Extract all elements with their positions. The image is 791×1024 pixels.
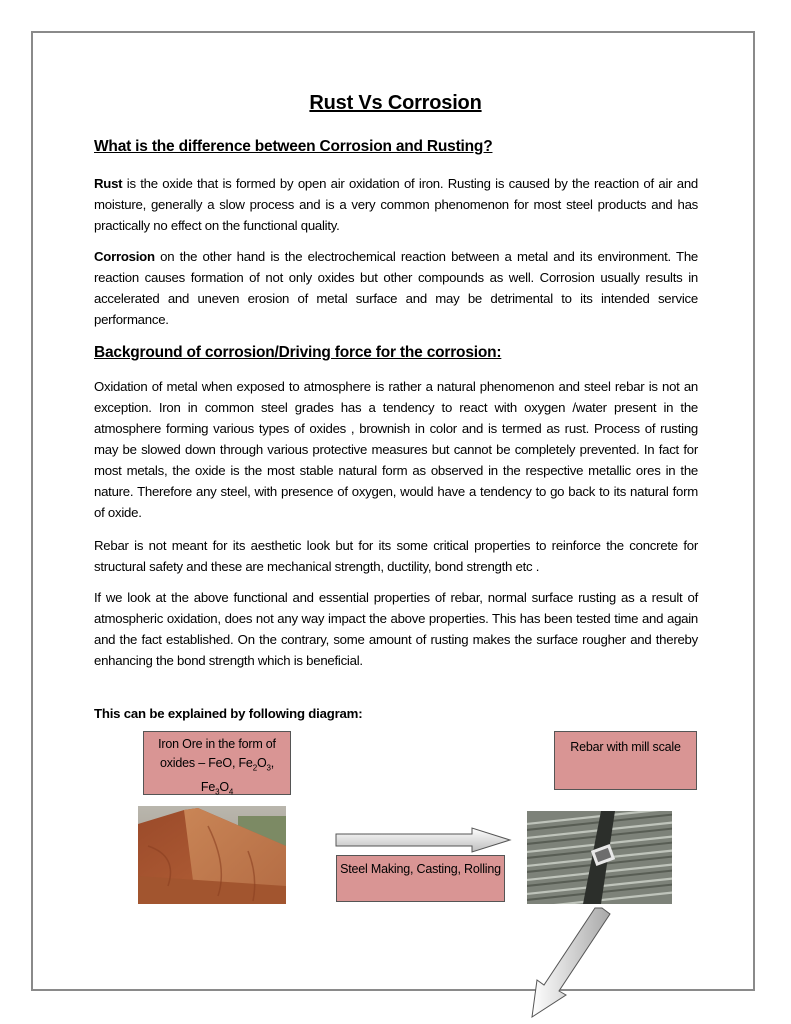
iron-ore-photo [138,806,286,904]
paragraph-oxidation: Oxidation of metal when exposed to atmosphere is rather a natural phenomenon and steel rebar is not an exception. Iron in common steel grades has a tendency to react with oxygen /water present in the atmosphere forming various types of oxides , brownish in color and is termed as rust. Process of rusting may be slowed down through various protective measures but cannot be completely prevented. In fact for most metals, the oxide is the most stable natural form as observed in the respective metallic ores in the nature. Therefore any steel, with presence of oxygen, would have a tendency to go back to its natural form of oxide. [94,379,698,520]
paragraph-rebar-purpose: Rebar is not meant for its aesthetic look but for its some critical properties to reinforce the concrete for structural safety and these are mechanical strength, ductility, bond strength etc . [94,538,698,574]
corrosion-term: Corrosion [94,249,155,264]
process-label: Steel Making, Casting, Rolling [340,862,501,876]
section-heading-background: Background of corrosion/Driving force for the corrosion: [94,344,502,361]
page-title: Rust Vs Corrosion [309,92,482,114]
iron-ore-label-line3: $Fe_3O_4$ [200,779,234,796]
rust-term: Rust [94,176,123,191]
rebar-photo [527,811,672,904]
iron-ore-label-box [143,731,291,795]
iron-ore-label-line1: Iron Ore in the form of [158,737,276,751]
iron-ore-label-line2: oxides – FeO, $Fe_2O_3$, [160,756,274,773]
diagonal-down-arrow-icon [528,906,612,1020]
right-arrow-icon [334,827,512,853]
paragraph-functional-properties: If we look at the above functional and essential properties of rebar, normal surface rusting as a result of atmospheric oxidation, does not any way impact the above properties. This has been tested time and again and the fact established. On the contrary, some amount of rusting makes the surface rougher and thereby enhancing the bond strength which is beneficial. [94,590,698,668]
corrosion-text: on the other hand is the electrochemical reaction between a metal and its environment. The reaction causes formation of not only oxides but other compounds as well. Corrosion usually results in accelerated and uneven erosion of metal surface and may be detrimental to its intended service performance. [94,249,698,327]
rust-text: is the oxide that is formed by open air oxidation of iron. Rusting is caused by the reaction of air and moisture, generally a slow process and is a very common phenomenon for most steel products and has practically no effect on the functional quality. [94,176,698,233]
rebar-label-box [554,731,697,790]
paragraph-rust [94,173,698,236]
paragraph-corrosion [94,246,698,330]
section-heading-difference: What is the difference between Corrosion and Rusting? [94,138,493,155]
rebar-label: Rebar with mill scale [570,740,681,754]
process-label-box [336,855,505,902]
diagram-caption: This can be explained by following diagram: [94,706,363,721]
